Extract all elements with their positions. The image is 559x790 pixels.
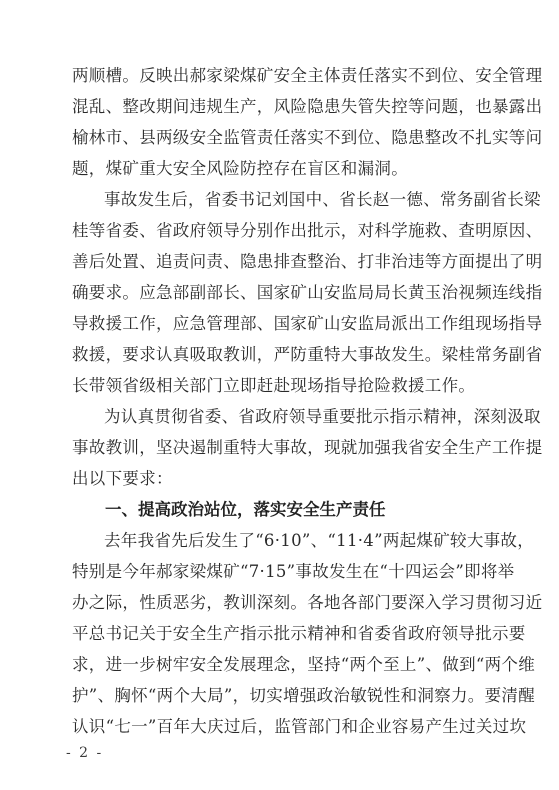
text-line: 护”、胸怀“两个大局”，切实增强政治敏锐性和洞察力。要清醒 xyxy=(72,686,536,705)
text-line: 两顺槽。反映出郝家梁煤矿安全主体责任落实不到位、安全管理 xyxy=(72,66,543,85)
text-line: 为认真贯彻省委、省政府领导重要批示指示精神，深刻汲取 xyxy=(104,407,541,426)
text-line: 平总书记关于安全生产指示批示精神和省委省政府领导批示要 xyxy=(72,624,526,643)
text-line: 事故教训，坚决遏制重特大事故，现就加强我省安全生产工作提 xyxy=(72,438,543,457)
text-line: 事故发生后，省委书记刘国中、省长赵一德、常务副省长梁 xyxy=(104,190,541,209)
text-line: 求，进一步树牢安全发展理念，坚持“两个至上”、做到“两个维 xyxy=(72,655,536,674)
page-number: - 2 - xyxy=(66,745,104,761)
text-line: 题，煤矿重大安全风险防控存在盲区和漏洞。 xyxy=(72,159,408,178)
text-line: 办之际，性质恶劣，教训深刻。各地各部门要深入学习贯彻习近 xyxy=(72,593,543,612)
text-line: 出以下要求： xyxy=(72,469,173,488)
text-line: 去年我省先后发生了“6·10”、“11·4”两起煤矿较大事故， xyxy=(104,531,535,550)
text-line: 混乱、整改期间违规生产，风险隐患失管失控等问题，也暴露出 xyxy=(72,97,543,116)
text-line: 认识“七一”百年大庆过后，监管部门和企业容易产生过关过坎 xyxy=(72,717,527,736)
text-line: 救援，要求认真吸取教训，严防重特大事故发生。梁桂常务副省 xyxy=(72,345,543,364)
text-line: 确要求。应急部副部长、国家矿山安监局局长黄玉治视频连线指 xyxy=(72,283,543,302)
text-line: 桂等省委、省政府领导分别作出批示，对科学施救、查明原因、 xyxy=(72,221,543,240)
text-line: 榆林市、县两级安全监管责任落实不到位、隐患整改不扎实等问 xyxy=(72,128,543,147)
section-heading: 一、提高政治站位，落实安全生产责任 xyxy=(105,500,386,519)
text-line: 特别是今年郝家梁煤矿“7·15”事故发生在“十四运会”即将举 xyxy=(72,562,515,581)
text-line: 长带领省级相关部门立即赶赴现场指导抢险救援工作。 xyxy=(72,376,476,395)
text-line: 导救援工作，应急管理部、国家矿山安监局派出工作组现场指导 xyxy=(72,314,543,333)
text-line: 善后处置、追责问责、隐患排查整治、打非治违等方面提出了明 xyxy=(72,252,543,271)
